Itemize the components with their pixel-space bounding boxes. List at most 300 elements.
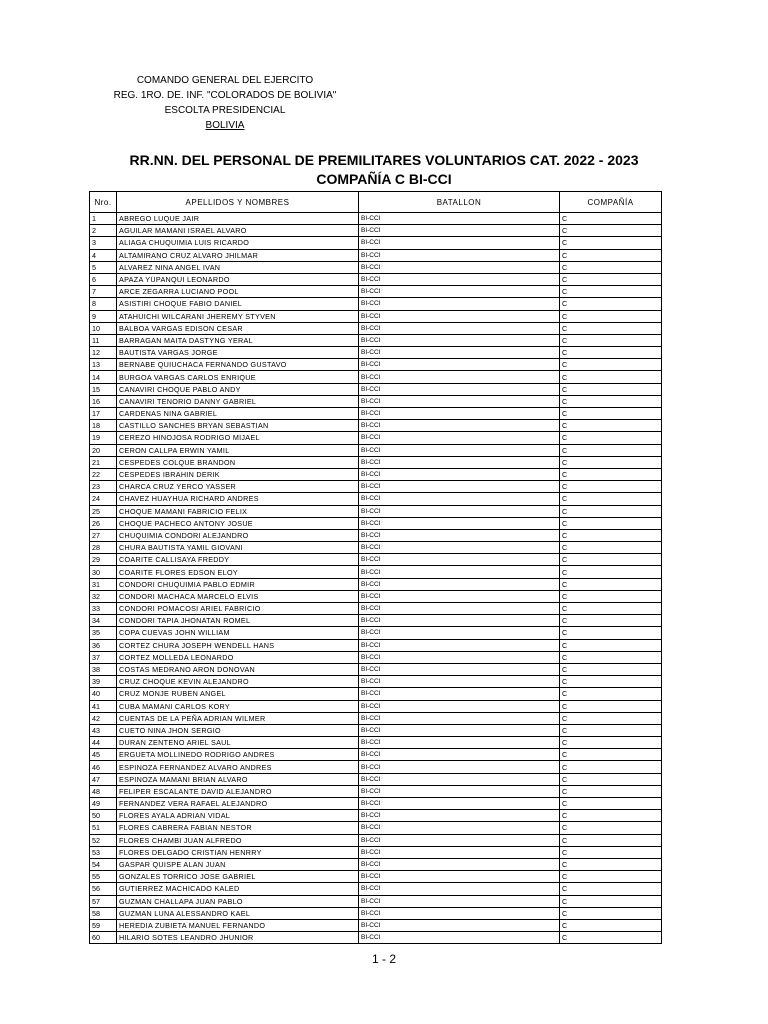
full-name: CORTEZ MOLLEDA LEONARDO — [117, 651, 359, 663]
table-row — [90, 761, 662, 773]
company: C — [560, 505, 662, 517]
full-name: FLORES AYALA ADRIAN VIDAL — [117, 810, 359, 822]
organization-header — [80, 73, 370, 133]
company: C — [560, 676, 662, 688]
company: C — [560, 688, 662, 700]
page-number: 1 - 2 — [371, 952, 396, 966]
company: C — [560, 639, 662, 651]
row-number: 17 — [90, 408, 117, 420]
table-row — [90, 444, 662, 456]
row-number: 50 — [90, 810, 117, 822]
company: C — [560, 468, 662, 480]
row-number: 26 — [90, 517, 117, 529]
row-number: 23 — [90, 481, 117, 493]
company: C — [560, 213, 662, 225]
company: C — [560, 883, 662, 895]
table-row — [90, 456, 662, 468]
battalion: BI-CCI — [359, 590, 560, 602]
table-row — [90, 529, 662, 541]
company: C — [560, 249, 662, 261]
table-row — [90, 566, 662, 578]
company: C — [560, 785, 662, 797]
company: C — [560, 408, 662, 420]
company: C — [560, 310, 662, 322]
battalion: BI-CCI — [359, 651, 560, 663]
table-row — [90, 481, 662, 493]
battalion: BI-CCI — [359, 932, 560, 944]
battalion: BI-CCI — [359, 883, 560, 895]
battalion: BI-CCI — [359, 554, 560, 566]
row-number: 47 — [90, 773, 117, 785]
full-name: BAUTISTA VARGAS JORGE — [117, 347, 359, 359]
table-row — [90, 578, 662, 590]
table-row — [90, 676, 662, 688]
table-row — [90, 627, 662, 639]
row-number: 21 — [90, 456, 117, 468]
row-number: 29 — [90, 554, 117, 566]
company: C — [560, 566, 662, 578]
company: C — [560, 334, 662, 346]
table-row — [90, 225, 662, 237]
company: C — [560, 444, 662, 456]
table-row — [90, 590, 662, 602]
full-name: CEREZO HINOJOSA RODRIGO MIJAEL — [117, 432, 359, 444]
battalion: BI-CCI — [359, 749, 560, 761]
company: C — [560, 773, 662, 785]
full-name: BALBOA VARGAS EDISON CESAR — [117, 322, 359, 334]
row-number: 40 — [90, 688, 117, 700]
full-name: ALIAGA CHUQUIMIA LUIS RICARDO — [117, 237, 359, 249]
row-number: 30 — [90, 566, 117, 578]
table-row — [90, 237, 662, 249]
header-escort: ESCOLTA PRESIDENCIAL — [164, 105, 286, 116]
full-name: FLORES CABRERA FABIAN NESTOR — [117, 822, 359, 834]
full-name: ESPINOZA FERNANDEZ ALVARO ANDRES — [117, 761, 359, 773]
table-row — [90, 273, 662, 285]
table-row — [90, 603, 662, 615]
full-name: GUZMAN LUNA ALESSANDRO KAEL — [117, 907, 359, 919]
battalion: BI-CCI — [359, 359, 560, 371]
table-row — [90, 919, 662, 931]
company: C — [560, 810, 662, 822]
battalion: BI-CCI — [359, 907, 560, 919]
table-row — [90, 334, 662, 346]
full-name: ALVAREZ NINA ANGEL IVAN — [117, 261, 359, 273]
row-number: 5 — [90, 261, 117, 273]
table-row — [90, 615, 662, 627]
table-row — [90, 322, 662, 334]
row-number: 7 — [90, 286, 117, 298]
battalion: BI-CCI — [359, 225, 560, 237]
full-name: CUETO NINA JHON SERGIO — [117, 724, 359, 736]
battalion: BI-CCI — [359, 895, 560, 907]
full-name: APAZA YUPANQUI LEONARDO — [117, 273, 359, 285]
battalion: BI-CCI — [359, 444, 560, 456]
table-row — [90, 420, 662, 432]
company: C — [560, 517, 662, 529]
full-name: CARDENAS NINA GABRIEL — [117, 408, 359, 420]
battalion: BI-CCI — [359, 213, 560, 225]
full-name: CASTILLO SANCHES BRYAN SEBASTIAN — [117, 420, 359, 432]
row-number: 6 — [90, 273, 117, 285]
table-row — [90, 347, 662, 359]
table-row — [90, 810, 662, 822]
company: C — [560, 481, 662, 493]
header-command: COMANDO GENERAL DEL EJERCITO — [136, 75, 314, 86]
full-name: CRUZ CHOQUE KEVIN ALEJANDRO — [117, 676, 359, 688]
company: C — [560, 724, 662, 736]
table-row — [90, 737, 662, 749]
row-number: 9 — [90, 310, 117, 322]
row-number: 48 — [90, 785, 117, 797]
battalion: BI-CCI — [359, 676, 560, 688]
company: C — [560, 383, 662, 395]
company: C — [560, 871, 662, 883]
row-number: 28 — [90, 542, 117, 554]
company: C — [560, 371, 662, 383]
battalion: BI-CCI — [359, 493, 560, 505]
company: C — [560, 822, 662, 834]
battalion: BI-CCI — [359, 871, 560, 883]
table-row — [90, 663, 662, 675]
header-regiment: REG. 1RO. DE. INF. "COLORADOS DE BOLIVIA" — [113, 90, 337, 101]
company: C — [560, 359, 662, 371]
row-number: 45 — [90, 749, 117, 761]
company: C — [560, 651, 662, 663]
full-name: COARITE CALLISAYA FREDDY — [117, 554, 359, 566]
row-number: 42 — [90, 712, 117, 724]
company: C — [560, 261, 662, 273]
table-row — [90, 493, 662, 505]
full-name: FERNANDEZ VERA RAFAEL ALEJANDRO — [117, 798, 359, 810]
full-name: CERON CALLPA ERWIN YAMIL — [117, 444, 359, 456]
full-name: BARRAGAN MAITA DASTYNG YERAL — [117, 334, 359, 346]
table-row — [90, 408, 662, 420]
row-number: 25 — [90, 505, 117, 517]
table-row — [90, 688, 662, 700]
table-row — [90, 932, 662, 944]
table-row — [90, 371, 662, 383]
company: C — [560, 286, 662, 298]
table-row — [90, 822, 662, 834]
document-title: RR.NN. DEL PERSONAL DE PREMILITARES VOLUNTARIOS CAT. 2022 - 2023 — [129, 152, 639, 168]
column-header-battalion: BATALLON — [359, 192, 560, 213]
row-number: 20 — [90, 444, 117, 456]
row-number: 32 — [90, 590, 117, 602]
row-number: 10 — [90, 322, 117, 334]
battalion: BI-CCI — [359, 603, 560, 615]
row-number: 55 — [90, 871, 117, 883]
row-number: 38 — [90, 663, 117, 675]
full-name: COARITE FLORES EDSON ELOY — [117, 566, 359, 578]
table-row — [90, 505, 662, 517]
battalion: BI-CCI — [359, 688, 560, 700]
battalion: BI-CCI — [359, 408, 560, 420]
battalion: BI-CCI — [359, 858, 560, 870]
full-name: ASISTIRI CHOQUE FABIO DANIEL — [117, 298, 359, 310]
company: C — [560, 858, 662, 870]
full-name: GUTIERREZ MACHICADO KALED — [117, 883, 359, 895]
table-row — [90, 261, 662, 273]
full-name: GUZMAN CHALLAPA JUAN PABLO — [117, 895, 359, 907]
table-row — [90, 639, 662, 651]
row-number: 34 — [90, 615, 117, 627]
battalion: BI-CCI — [359, 371, 560, 383]
header-country: BOLIVIA — [205, 120, 245, 131]
row-number: 43 — [90, 724, 117, 736]
row-number: 22 — [90, 468, 117, 480]
table-row — [90, 907, 662, 919]
table-row — [90, 432, 662, 444]
company: C — [560, 298, 662, 310]
battalion: BI-CCI — [359, 505, 560, 517]
table-row — [90, 383, 662, 395]
table-row — [90, 773, 662, 785]
battalion: BI-CCI — [359, 286, 560, 298]
row-number: 56 — [90, 883, 117, 895]
row-number: 12 — [90, 347, 117, 359]
row-number: 53 — [90, 846, 117, 858]
full-name: CONDORI CHUQUIMIA PABLO EDMIR — [117, 578, 359, 590]
row-number: 19 — [90, 432, 117, 444]
full-name: HILARIO SOTES LEANDRO JHUNIOR — [117, 932, 359, 944]
personnel-table — [89, 191, 662, 944]
company: C — [560, 761, 662, 773]
battalion: BI-CCI — [359, 615, 560, 627]
company: C — [560, 395, 662, 407]
row-number: 18 — [90, 420, 117, 432]
company: C — [560, 603, 662, 615]
company: C — [560, 529, 662, 541]
battalion: BI-CCI — [359, 334, 560, 346]
row-number: 51 — [90, 822, 117, 834]
row-number: 59 — [90, 919, 117, 931]
table-row — [90, 359, 662, 371]
battalion: BI-CCI — [359, 663, 560, 675]
full-name: CONDORI POMACOSI ARIEL FABRICIO — [117, 603, 359, 615]
company: C — [560, 225, 662, 237]
row-number: 49 — [90, 798, 117, 810]
full-name: CANAVIRI TENORIO DANNY GABRIEL — [117, 395, 359, 407]
company: C — [560, 700, 662, 712]
battalion: BI-CCI — [359, 919, 560, 931]
row-number: 54 — [90, 858, 117, 870]
company: C — [560, 420, 662, 432]
row-number: 31 — [90, 578, 117, 590]
table-body — [90, 213, 662, 944]
row-number: 52 — [90, 834, 117, 846]
column-header-company: COMPAÑÍA — [560, 192, 662, 213]
battalion: BI-CCI — [359, 273, 560, 285]
table-row — [90, 395, 662, 407]
table-row — [90, 517, 662, 529]
table-row — [90, 468, 662, 480]
row-number: 37 — [90, 651, 117, 663]
battalion: BI-CCI — [359, 822, 560, 834]
company: C — [560, 712, 662, 724]
row-number: 36 — [90, 639, 117, 651]
full-name: COPA CUEVAS JOHN WILLIAM — [117, 627, 359, 639]
full-name: CHOQUE MAMANI FABRICIO FELIX — [117, 505, 359, 517]
full-name: ALTAMIRANO CRUZ ALVARO JHILMAR — [117, 249, 359, 261]
battalion: BI-CCI — [359, 481, 560, 493]
battalion: BI-CCI — [359, 468, 560, 480]
battalion: BI-CCI — [359, 322, 560, 334]
full-name: CORTEZ CHURA JOSEPH WENDELL HANS — [117, 639, 359, 651]
battalion: BI-CCI — [359, 810, 560, 822]
table-row — [90, 712, 662, 724]
full-name: CONDORI TAPIA JHONATAN ROMEL — [117, 615, 359, 627]
full-name: CONDORI MACHACA MARCELO ELVIS — [117, 590, 359, 602]
company: C — [560, 737, 662, 749]
battalion: BI-CCI — [359, 700, 560, 712]
full-name: AGUILAR MAMANI ISRAEL ALVARO — [117, 225, 359, 237]
document-subtitle: COMPAÑÍA C BI-CCI — [316, 171, 452, 187]
battalion: BI-CCI — [359, 798, 560, 810]
row-number: 58 — [90, 907, 117, 919]
company: C — [560, 846, 662, 858]
battalion: BI-CCI — [359, 383, 560, 395]
company: C — [560, 615, 662, 627]
company: C — [560, 798, 662, 810]
battalion: BI-CCI — [359, 310, 560, 322]
table-row — [90, 542, 662, 554]
company: C — [560, 432, 662, 444]
battalion: BI-CCI — [359, 834, 560, 846]
battalion: BI-CCI — [359, 249, 560, 261]
company: C — [560, 456, 662, 468]
battalion: BI-CCI — [359, 712, 560, 724]
full-name: CESPEDES IBRAHIN DERIK — [117, 468, 359, 480]
full-name: GASPAR QUISPE ALAN JUAN — [117, 858, 359, 870]
table-row — [90, 785, 662, 797]
table-row — [90, 749, 662, 761]
battalion: BI-CCI — [359, 529, 560, 541]
full-name: ARCE ZEGARRA LUCIANO POOL — [117, 286, 359, 298]
full-name: CUENTAS DE LA PEÑA ADRIAN WILMER — [117, 712, 359, 724]
full-name: CHOQUE PACHECO ANTONY JOSUE — [117, 517, 359, 529]
full-name: FELIPER ESCALANTE DAVID ALEJANDRO — [117, 785, 359, 797]
row-number: 46 — [90, 761, 117, 773]
table-row — [90, 724, 662, 736]
row-number: 44 — [90, 737, 117, 749]
full-name: CESPEDES COLQUE BRANDON — [117, 456, 359, 468]
full-name: FLORES CHAMBI JUAN ALFREDO — [117, 834, 359, 846]
table-row — [90, 554, 662, 566]
company: C — [560, 273, 662, 285]
full-name: CHARCA CRUZ YERCO YASSER — [117, 481, 359, 493]
full-name: CRUZ MONJE RUBEN ANGEL — [117, 688, 359, 700]
battalion: BI-CCI — [359, 846, 560, 858]
row-number: 60 — [90, 932, 117, 944]
table-row — [90, 858, 662, 870]
table-row — [90, 213, 662, 225]
full-name: ESPINOZA MAMANI BRIAN ALVARO — [117, 773, 359, 785]
company: C — [560, 895, 662, 907]
battalion: BI-CCI — [359, 298, 560, 310]
table-row — [90, 883, 662, 895]
full-name: HEREDIA ZUBIETA MANUEL FERNANDO — [117, 919, 359, 931]
column-header-name: APELLIDOS Y NOMBRES — [117, 192, 359, 213]
full-name: FLORES DELGADO CRISTIAN HENRRY — [117, 846, 359, 858]
row-number: 13 — [90, 359, 117, 371]
company: C — [560, 627, 662, 639]
table-header-row — [90, 192, 662, 213]
company: C — [560, 542, 662, 554]
row-number: 33 — [90, 603, 117, 615]
battalion: BI-CCI — [359, 517, 560, 529]
row-number: 8 — [90, 298, 117, 310]
battalion: BI-CCI — [359, 566, 560, 578]
battalion: BI-CCI — [359, 542, 560, 554]
table-row — [90, 895, 662, 907]
battalion: BI-CCI — [359, 578, 560, 590]
battalion: BI-CCI — [359, 627, 560, 639]
company: C — [560, 322, 662, 334]
battalion: BI-CCI — [359, 432, 560, 444]
table-row — [90, 700, 662, 712]
row-number: 27 — [90, 529, 117, 541]
company: C — [560, 907, 662, 919]
row-number: 15 — [90, 383, 117, 395]
table-row — [90, 834, 662, 846]
battalion: BI-CCI — [359, 456, 560, 468]
full-name: ABREGO LUQUE JAIR — [117, 213, 359, 225]
row-number: 3 — [90, 237, 117, 249]
full-name: CHURA BAUTISTA YAMIL GIOVANI — [117, 542, 359, 554]
company: C — [560, 493, 662, 505]
row-number: 11 — [90, 334, 117, 346]
battalion: BI-CCI — [359, 785, 560, 797]
full-name: ATAHUICHI WILCARANI JHEREMY STYVEN — [117, 310, 359, 322]
row-number: 24 — [90, 493, 117, 505]
company: C — [560, 347, 662, 359]
company: C — [560, 749, 662, 761]
battalion: BI-CCI — [359, 261, 560, 273]
battalion: BI-CCI — [359, 724, 560, 736]
company: C — [560, 834, 662, 846]
full-name: BURGOA VARGAS CARLOS ENRIQUE — [117, 371, 359, 383]
company: C — [560, 237, 662, 249]
company: C — [560, 932, 662, 944]
row-number: 57 — [90, 895, 117, 907]
row-number: 2 — [90, 225, 117, 237]
battalion: BI-CCI — [359, 761, 560, 773]
row-number: 1 — [90, 213, 117, 225]
battalion: BI-CCI — [359, 420, 560, 432]
table-row — [90, 846, 662, 858]
full-name: BERNABE QUIUCHACA FERNANDO GUSTAVO — [117, 359, 359, 371]
row-number: 4 — [90, 249, 117, 261]
battalion: BI-CCI — [359, 395, 560, 407]
battalion: BI-CCI — [359, 639, 560, 651]
full-name: CHUQUIMIA CONDORI ALEJANDRO — [117, 529, 359, 541]
table-row — [90, 651, 662, 663]
full-name: CANAVIRI CHOQUE PABLO ANDY — [117, 383, 359, 395]
table-row — [90, 871, 662, 883]
full-name: GONZALES TORRICO JOSE GABRIEL — [117, 871, 359, 883]
full-name: CUBA MAMANI CARLOS KORY — [117, 700, 359, 712]
company: C — [560, 919, 662, 931]
full-name: DURAN ZENTENO ARIEL SAUL — [117, 737, 359, 749]
table-row — [90, 249, 662, 261]
table-row — [90, 798, 662, 810]
table-row — [90, 310, 662, 322]
full-name: ERGUETA MOLLINEDO RODRIGO ANDRES — [117, 749, 359, 761]
company: C — [560, 590, 662, 602]
company: C — [560, 663, 662, 675]
battalion: BI-CCI — [359, 347, 560, 359]
